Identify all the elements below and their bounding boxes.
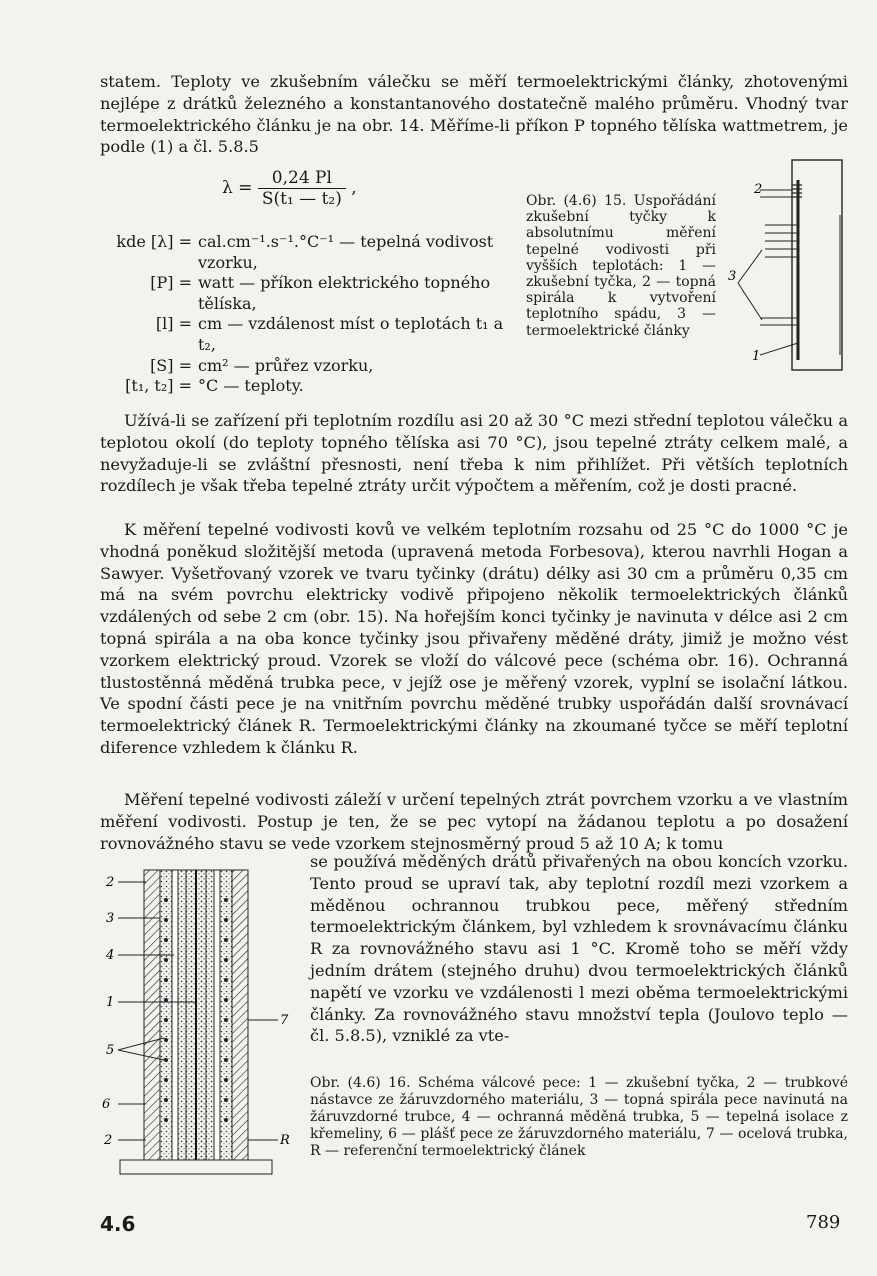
fig15-label-2: 2 [754,182,763,197]
heater-leads [760,190,792,197]
furnace-shell-right [232,870,248,1160]
unit-row [110,273,510,314]
fig16-label-2: 2 [106,875,115,890]
unit-key: kde [λ] = [116,232,192,251]
unit-key: [S] = [150,355,192,375]
fig16-label-R: R [280,1133,290,1148]
fig15-label-1: 1 [752,349,761,364]
formula-fraction [258,168,346,209]
unit-value: cm — vzdálenost míst o teplotách t₁ a t₂, [198,314,504,354]
unit-row [110,314,510,355]
fig16-label-2b: 2 [104,1133,113,1148]
unit-row [110,356,510,377]
unit-row [110,376,510,397]
unit-key: [t₁, t₂] = [125,376,192,396]
unit-value: cm² — průřez vzorku, [198,355,374,375]
units-list [110,232,510,397]
figure-15-diagram [720,155,848,380]
formula-denominator: S(t₁ — t₂) [261,189,342,209]
unit-key: [l] = [155,314,192,334]
figure-15-caption: Obr. (4.6) 15. Uspořádání zkušební tyčky k absolutnímu měření tepelné vodivosti při vyšších teplotách: 1 — zkušební tyčka, 2 — topná spirála k vytvoření teplotního spádu, 3 — termoelektrické články [526,193,716,339]
paragraph-1: statem. Teploty ve zkušebním válečku se měří termoelektrickými články, zhotovenými nejlépe z drátků železného a konstantanového dostatečně malého průměru. Vhodný tvar termoelektrického článku je na obr. 14. Měříme-li příkon P topného tělíska wattmetrem, je podle (1) a čl. 5.8.5 [100,72,848,157]
fig16-label-4: 4 [106,948,115,963]
copper-tube-left [172,870,178,1160]
formula-lambda [222,168,357,209]
furnace-shell-left [144,870,160,1160]
fig16-label-3: 3 [106,911,115,926]
paragraph-5: se používá měděných drátů přivařených na obou koncích vzorku. Tento proud se upraví tak, aby teplotní rozdíl mezi vzorkem a měděnou ochrannou trubkou pece, měřený středním termoelektrickým článkem, byl vzhledem k srovnávacímu článku R za rovnovážného stavu asi 1 °C. Kromě toho se měří vždy jedním drátem (stejného druhu) dvou termoelektrických článků napětí ve vzorku ve vzdálenosti l mezi oběma termoelektrickými články. Za rovnovážného stavu množství tepla (Joulovo teplo — čl. 5.8.5), vzniklé za vte- [310,852,848,1046]
section-number: 4.6 [100,1212,136,1236]
unit-row [110,232,510,273]
page-number: 789 [806,1212,841,1233]
paragraph-3: K měření tepelné vodivosti kovů ve velkém teplotním rozsahu od 25 °C do 1000 °C je vhodná poněkud složitější metoda (upravená metoda Forbesova), kterou navrhli Hogan a Sawyer. Vyšetřovaný vzorek ve tvaru tyčinky (drátu) délky asi 30 cm a průměru 0,35 cm má na svém povrchu elektricky vodivě připojeno několik termoelektrických článků vzdálených od sebe 2 cm (obr. 15). Na hořejším konci tyčinky je navinuta v délce asi 2 cm topná spirála a na oba konce tyčinky jsou přivařeny měděné dráty, jimiž je možno vést vzorkem elektrický proud. Vzorek se vloží do válcové pece (schéma obr. 16). Ochranná tlustostěnná měděná trubka pece, v jejíž ose je měřený vzorek, vyplní se isolační látkou. Ve spodní části pece je na vnitřním povrchu měděné trubky uspořádán další srovnávací termoelektrický článek R. Termoelektrickými články na zkoumané tyčce se měří teplotní diference vzhledem k článku R. [100,520,848,757]
copper-tube-right [214,870,220,1160]
figure-16-diagram [100,860,300,1190]
fig16-label-1: 1 [106,995,115,1010]
unit-value: °C — teploty. [198,376,304,396]
figure-16-caption: Obr. (4.6) 16. Schéma válcové pece: 1 — zkušební tyčka, 2 — trubkové nástavce ze žáruvzdorného materiálu, 3 — topná spirála pece navinutá na žáruvzdorné trubce, 4 — ochranná měděná trubka, 5 — tepelná isolace z křemeliny, 6 — plášť pece ze žáruvzdorného materiálu, 7 — ocelová trubka, R — referenční termoelektrický článek [310,1075,848,1159]
fig16-label-7: 7 [280,1013,289,1028]
paragraph-4: Měření tepelné vodivosti záleží v určení tepelných ztrát povrchem vzorku a ve vlastním měření vodivosti. Postup je ten, že se pec vytopí na žádanou teplotu a po dosažení rovnovážného stavu se vede vzorkem stejnosměrný proud 5 až 10 A; k tomu [100,790,848,853]
furnace-base [120,1160,272,1174]
unit-value: cal.cm⁻¹.s⁻¹.°C⁻¹ — tepelná vodivost vzorku, [198,232,494,272]
unit-key: [P] = [150,273,192,293]
fig16-label-5: 5 [106,1043,115,1058]
formula-tail: , [351,178,357,198]
formula-lhs: λ = [222,178,253,198]
fig15-label-3: 3 [728,269,737,284]
fig16-label-6: 6 [102,1097,111,1112]
unit-value: watt — příkon elektrického topného tělíska, [198,273,491,313]
paragraph-2: Užívá-li se zařízení při teplotním rozdílu asi 20 až 30 °C mezi střední teplotou válečku a teplotou okolí (do teploty topného tělíska asi 70 °C), jsou tepelné ztráty celkem malé, a nevyžaduje-li se zvláštní přesnosti, není třeba k nim přihlížet. Při větších teplotních rozdílech je však třeba tepelné ztráty určit výpočtem a měřením, což je dosti pracné. [100,411,848,496]
formula-numerator: 0,24 Pl [258,168,346,189]
thermocouples [738,225,798,325]
